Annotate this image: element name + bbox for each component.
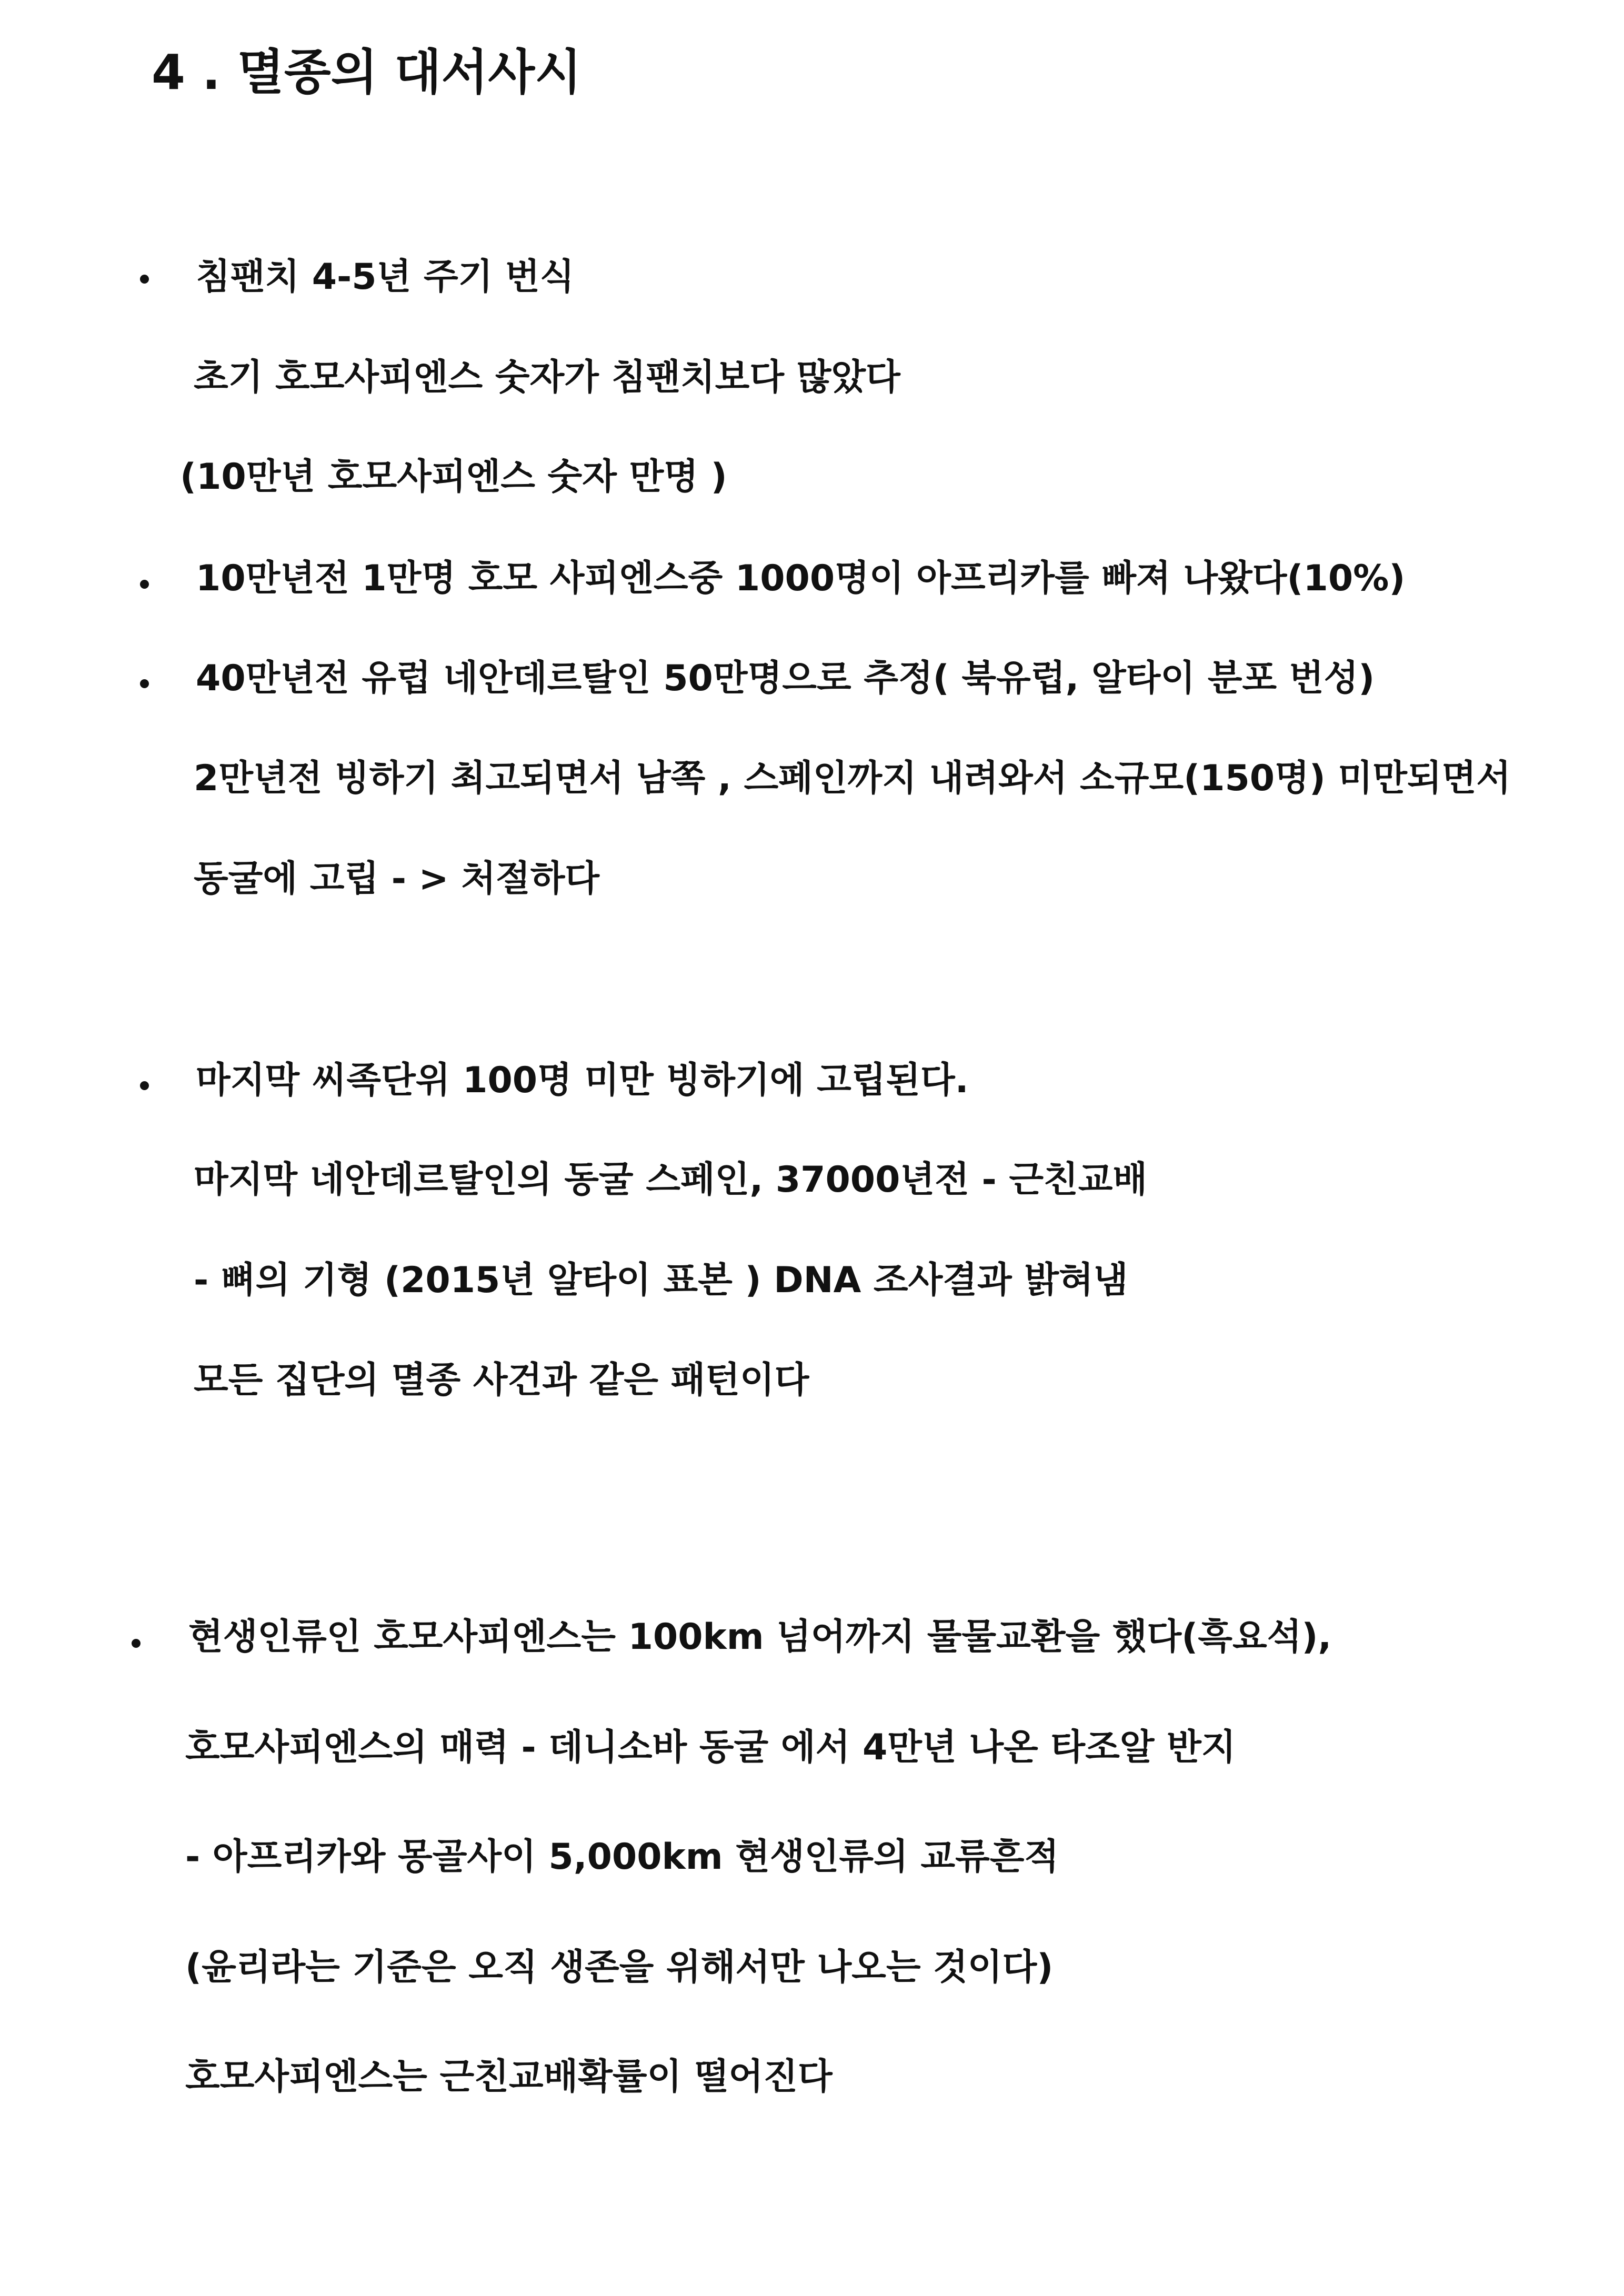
text-line-15: (윤리라는 기준은 오직 생존을 위해서만 나오는 것이다): [185, 1947, 1054, 1988]
text-line-8: 마지막 씨족단위 100명 미만 빙하기에 고립된다.: [196, 1060, 969, 1101]
text-line-2: 초기 호모사피엔스 숫자가 침팬치보다 많았다: [194, 357, 900, 398]
text-line-16: 호모사피엔스는 근친교배확률이 떨어진다: [185, 2056, 833, 2098]
text-line-3: (10만년 호모사피엔스 숫자 만명 ): [180, 456, 727, 498]
text-line-4: 10만년전 1만명 호모 사피엔스중 1000명이 아프리카를 빠져 나왔다(10%): [196, 558, 1406, 599]
text-line-7: 동굴에 고립 - > 처절하다: [194, 858, 600, 900]
text-line-1: 침팬치 4-5년 주기 번식: [196, 256, 575, 298]
text-line-12: 현생인류인 호모사피엔스는 100km 넘어까지 물물교환을 했다(흑요석),: [188, 1616, 1332, 1658]
bullet-1: [140, 275, 149, 284]
text-line-11: 모든 집단의 멸종 사건과 같은 패턴이다: [194, 1360, 809, 1401]
text-line-13: 호모사피엔스의 매력 - 데니소바 동굴 에서 4만년 나온 타조알 반지: [185, 1727, 1236, 1768]
text-line-9: 마지막 네안데르탈인의 동굴 스페인, 37000년전 - 근친교배: [194, 1159, 1148, 1201]
page-title: 4 . 멸종의 대서사시: [152, 44, 582, 100]
text-line-6: 2만년전 빙하기 최고되면서 남쪽 , 스페인까지 내려와서 소규모(150명) 미만되면서: [194, 758, 1511, 799]
text-line-14: - 아프리카와 몽골사이 5,000km 현생인류의 교류흔적: [185, 1836, 1059, 1878]
bullet-2: [140, 580, 149, 589]
bullet-3: [140, 679, 149, 688]
text-line-10: - 뼈의 기형 (2015년 알타이 표본 ) DNA 조사결과 밝혀냄: [194, 1260, 1128, 1301]
bullet-4: [140, 1081, 149, 1090]
bullet-5: [132, 1639, 141, 1648]
text-line-5: 40만년전 유럽 네안데르탈인 50만명으로 추정( 북유럽, 알타이 분포 번성): [196, 658, 1375, 699]
